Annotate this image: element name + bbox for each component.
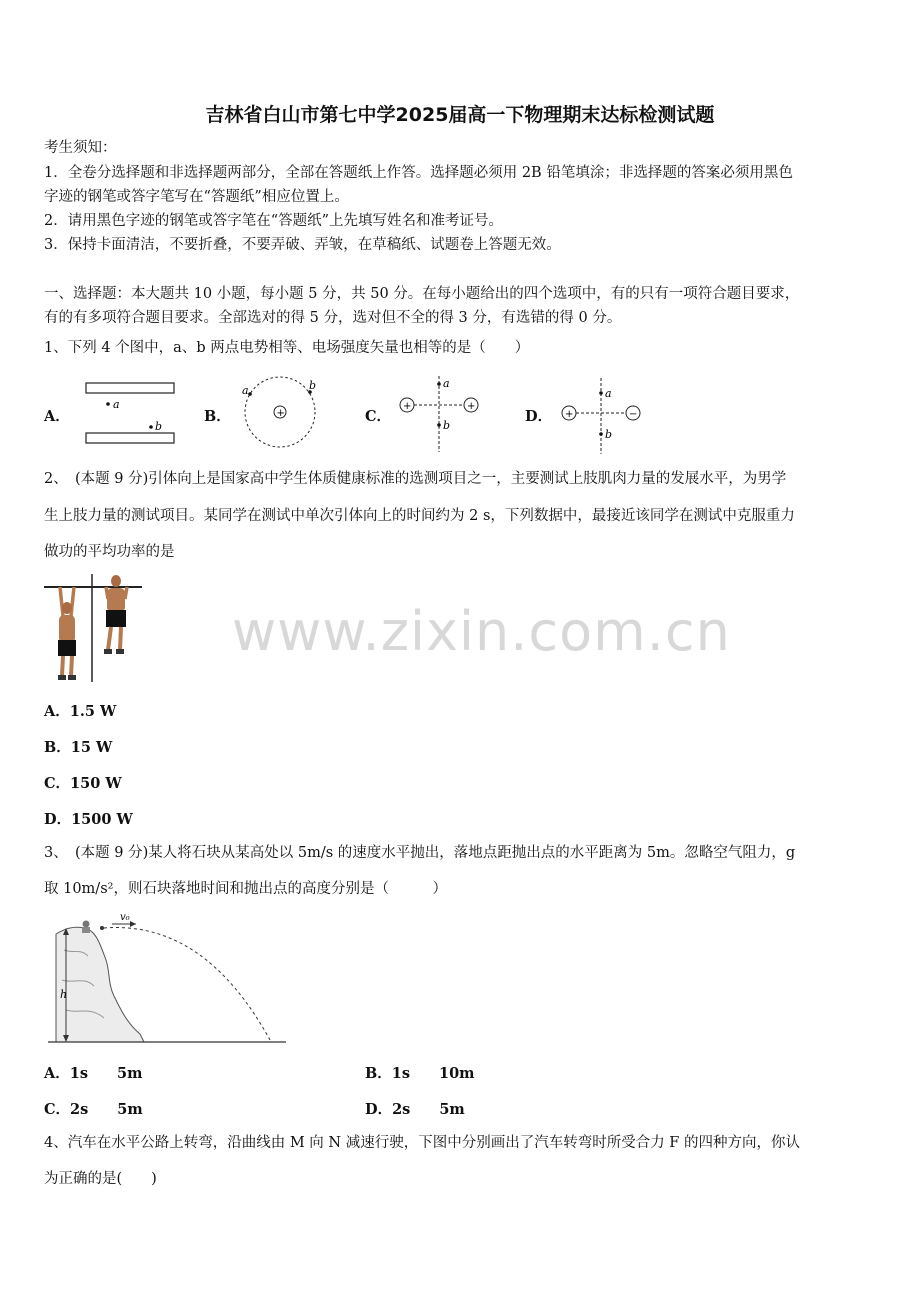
label-a: a — [605, 387, 612, 400]
q1-option-a-label: A． — [44, 408, 70, 425]
q1-option-d-label: D． — [525, 408, 553, 425]
arm — [71, 587, 74, 616]
height-label: h — [60, 988, 68, 1001]
shorts — [106, 610, 126, 627]
section-instructions: 一、选择题：本大题共 10 小题，每小题 5 分，共 50 分。在每小题给出的四个选项中，有的只有一项符合题目要求， — [44, 286, 800, 302]
plus-sign: + — [403, 401, 412, 412]
label-b: b — [155, 420, 163, 433]
q3-option-d: D．2s 5m — [365, 1101, 465, 1118]
arrow-right-icon — [130, 921, 136, 927]
label-b: b — [443, 419, 451, 432]
shoe — [116, 649, 124, 654]
notice-item: 1．全卷分选择题和非选择题两部分，全部在答题纸上作答。选择题必须用 2B 铅笔填涂；非选择题的答案必须用黑色 — [44, 165, 793, 181]
label-b: b — [605, 428, 613, 441]
shorts — [58, 640, 76, 656]
capacitor-plate — [86, 383, 174, 393]
plus-sign: + — [565, 409, 574, 420]
notice-heading: 考生须知： — [44, 140, 117, 156]
head — [111, 575, 121, 587]
question-3-text: 取 10m/s²，则石块落地时间和抛出点的高度分别是（ ） — [44, 881, 447, 897]
torso — [107, 588, 125, 612]
q1-figure-a — [82, 378, 182, 448]
q3-option-c: C．2s 5m — [44, 1101, 143, 1118]
notice-item: 2．请用黑色字迹的钢笔或答字笔在“答题纸”上先填写姓名和准考证号。 — [44, 213, 504, 229]
notice-item: 3．保持卡面清洁，不要折叠，不要弄破、弄皱，在草稿纸、试题卷上答题无效。 — [44, 237, 561, 253]
watermark: www.zixin.com.cn — [232, 600, 731, 663]
question-2-text: 2、 (本题 9 分)引体向上是国家高中学生体质健康标准的选测项目之一，主要测试上肢肌肉力量的发展水平，为男学 — [44, 471, 787, 487]
label-a: a — [443, 377, 450, 390]
q2-option-c: C．150 W — [44, 775, 122, 792]
shoe — [104, 649, 112, 654]
q1-option-c-label: C． — [365, 408, 392, 425]
person-body — [82, 927, 90, 933]
cliff — [56, 927, 144, 1042]
arm — [60, 587, 63, 616]
person-head — [83, 921, 90, 928]
point-b — [599, 432, 603, 436]
point-a — [599, 391, 603, 395]
q2-option-d: D．1500 W — [44, 811, 133, 828]
q2-option-a: A．1.5 W — [44, 703, 117, 720]
leg — [120, 627, 121, 650]
point-a — [248, 392, 252, 396]
page-title: 吉林省白山市第七中学2025届高一下物理期末达标检测试题 — [205, 104, 715, 126]
label-a: a — [242, 384, 249, 397]
point-b — [437, 423, 441, 427]
q2-option-b: B．15 W — [44, 739, 113, 756]
point-b — [149, 425, 153, 429]
pull-up-figure — [44, 572, 144, 684]
leg — [62, 656, 63, 676]
torso — [59, 615, 75, 643]
shoe — [58, 675, 66, 680]
arm — [125, 587, 127, 599]
question-1-text: 1、下列 4 个图中，a、b 两点电势相等、电场强度矢量也相等的是（ ） — [44, 340, 530, 356]
q1-figure-b — [238, 372, 322, 452]
velocity-label: v₀ — [120, 912, 130, 923]
stone-icon — [100, 926, 104, 930]
minus-sign: − — [629, 409, 638, 420]
question-4-text: 4、汽车在水平公路上转弯，沿曲线由 M 向 N 减速行驶，下图中分别画出了汽车转弯时所受合力 F 的四种方向，你认 — [44, 1135, 800, 1151]
head — [62, 602, 72, 614]
shoe — [68, 675, 76, 680]
capacitor-plate — [86, 433, 174, 443]
q1-figure-d — [558, 376, 648, 456]
question-2-text: 生上肢力量的测试项目。某同学在测试中单次引体向上的时间约为 2 s，下列数据中，最接近该同学在测试中克服重力 — [44, 508, 795, 524]
point-a — [106, 402, 110, 406]
label-a: a — [113, 398, 120, 411]
notice-item: 字迹的钢笔或答字笔写在“答题纸”相应位置上。 — [44, 189, 349, 205]
projectile-figure — [44, 910, 294, 1050]
q1-figure-c — [396, 374, 486, 454]
question-4-text: 为正确的是( ) — [44, 1171, 157, 1187]
section-instructions: 有的有多项符合题目要求。全部选对的得 5 分，选对但不全的得 3 分，有选错的得 0 分。 — [44, 310, 622, 326]
point-a — [437, 382, 441, 386]
question-3-text: 3、 (本题 9 分)某人将石块从某高处以 5m/s 的速度水平抛出，落地点距抛出点的水平距离为 5m。忽略空气阻力，g — [44, 845, 796, 861]
q3-option-a: A．1s 5m — [44, 1065, 143, 1082]
leg — [108, 627, 111, 650]
q3-option-b: B．1s 10m — [365, 1065, 475, 1082]
question-2-text: 做功的平均功率的是 — [44, 544, 175, 560]
plus-sign: + — [467, 401, 476, 412]
leg — [71, 656, 72, 676]
label-b: b — [309, 379, 317, 392]
plus-sign: + — [276, 408, 285, 419]
q1-option-b-label: B． — [204, 408, 231, 425]
